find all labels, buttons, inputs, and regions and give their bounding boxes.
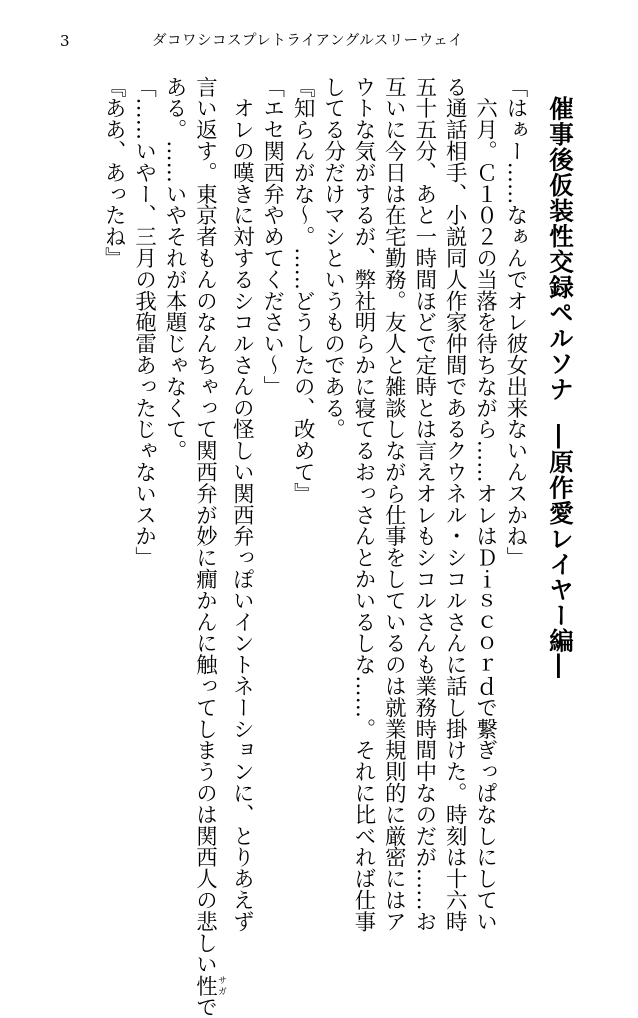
text-line: 五十五分、あと一時間ほどで定時とは言えオレもシコルさんも業務時間中なのだが……お (411, 76, 437, 932)
chapter-title-sub: ―原作愛レイヤー編― (546, 424, 575, 679)
page-number: 3 (60, 32, 70, 50)
text-line: 「エセ関西弁やめてください～」 (259, 76, 285, 397)
text-line: る通話相手、小説同人作家仲間であるクウネル・シコルさんに話し掛けた。時刻は十六時 (442, 76, 468, 932)
text-line: 『ああ、あったね』 (101, 76, 127, 269)
text-line: してる分だけマシというものである。 (320, 76, 346, 440)
text-line: 「……いやー、三月の我砲雷あったじゃないスか」 (131, 76, 157, 569)
text-line: ウトな気がするが、弊社明らかに寝てるおっさんとかいるしな……。それに比べれば仕事 (350, 76, 376, 932)
ruby-annotation: 性サガ (192, 974, 226, 997)
text-line: ある。……いやそれが本題じゃなくて。 (162, 76, 188, 462)
text-line: 言い返す。東京者もんのなんちゃって関西弁が妙に癇かんに触ってしまうのは関西人の悲しい性サガで (192, 76, 226, 1018)
chapter-title (542, 76, 578, 876)
text-line: オレの嘆きに対するシコルさんの怪しい関西弁っぽいイントネーションに、とりあえず (229, 76, 255, 932)
text-line: 六月。Ｃ１０２の当落を待ちながら……オレはＤｉｓｃｏｒｄで繋ぎっぱなしにしてい (472, 76, 498, 932)
body-text (42, 76, 590, 1018)
chapter-title-main: 催事後仮装性交録ペルソナ (546, 96, 575, 402)
text-line: 互いに今日は在宅勤務。友人と雑談しながら仕事をしているのは就業規則的に厳密にはア (381, 76, 407, 932)
text-line: 「はぁー……なぁんでオレ彼女出来ないんスかね」 (503, 76, 528, 569)
running-header: ダコワシコスプレトライアングルスリーウェイ (152, 33, 464, 49)
text-line: 『知らんがな～。……どうしたの、改めて』 (290, 76, 316, 504)
